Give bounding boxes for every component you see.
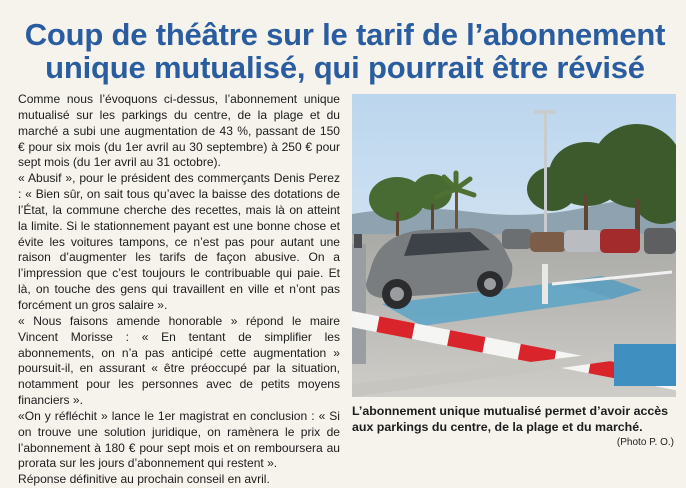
paragraph-intro: Comme nous l’évoquons ci-dessus, l’abonnement unique mutualisé sur les parkings du centre, de la plage et du marché a subi une augmentation de 43 %, passant de 150 € pour six mois (du 1er avril au 30 septembre) à 250 € pour sept mois (du 1er avril au 31 octobre). (18, 92, 340, 170)
photo-credit: (Photo P. O.) (616, 437, 674, 448)
paragraph-perez: « Abusif », pour le président des commerçants Denis Perez : « Bien sûr, on sait tous qu’avec la baisse des dotations de l’État, la commune cherche des recettes, mais là on atteint la limite. Si le stationnement payant est une bonne chose et évite les voitures tampons, ce n’est pas pour autant une raison d’augmenter les tarifs de façon abusive. On a l’impression que c’est toujours le contribuable qui paie. Et là, on touche des gens qui travaillent en ville et n’ont pas forcément un gros salaire ». (18, 171, 340, 312)
paragraph-conclusion: «On y réfléchit » lance le 1er magistrat en conclusion : « Si on trouve une solution juridique, on ramènera le prix de l’abonnement à 180 € pour sept mois et on remboursera au prorata sur les jours d’abonnement qui restent ». (18, 408, 340, 471)
headline (10, 18, 680, 84)
article-body (18, 92, 340, 488)
parking-photo (352, 94, 676, 397)
headline-line-1: Coup de théâtre sur le tarif de l’abonnement (24, 17, 666, 52)
paragraph-final: Réponse définitive au prochain conseil en avril. (18, 472, 270, 487)
paragraph-morisse: « Nous faisons amende honorable » répond le maire Vincent Morisse : « En tentant de simplifier les abonnements, on n’a pas anticipé cette augmentation » poursuit-il, en assurant « être préoccupé par la situation, notamment pour les personnes avec de petits moyens financiers ». (18, 313, 340, 408)
photo-caption: L’abonnement unique mutualisé permet d’avoir accès aux parkings du centre, de la plage et du marché. (352, 404, 669, 434)
headline-line-2: unique mutualisé, qui pourrait être révisé (45, 50, 645, 85)
